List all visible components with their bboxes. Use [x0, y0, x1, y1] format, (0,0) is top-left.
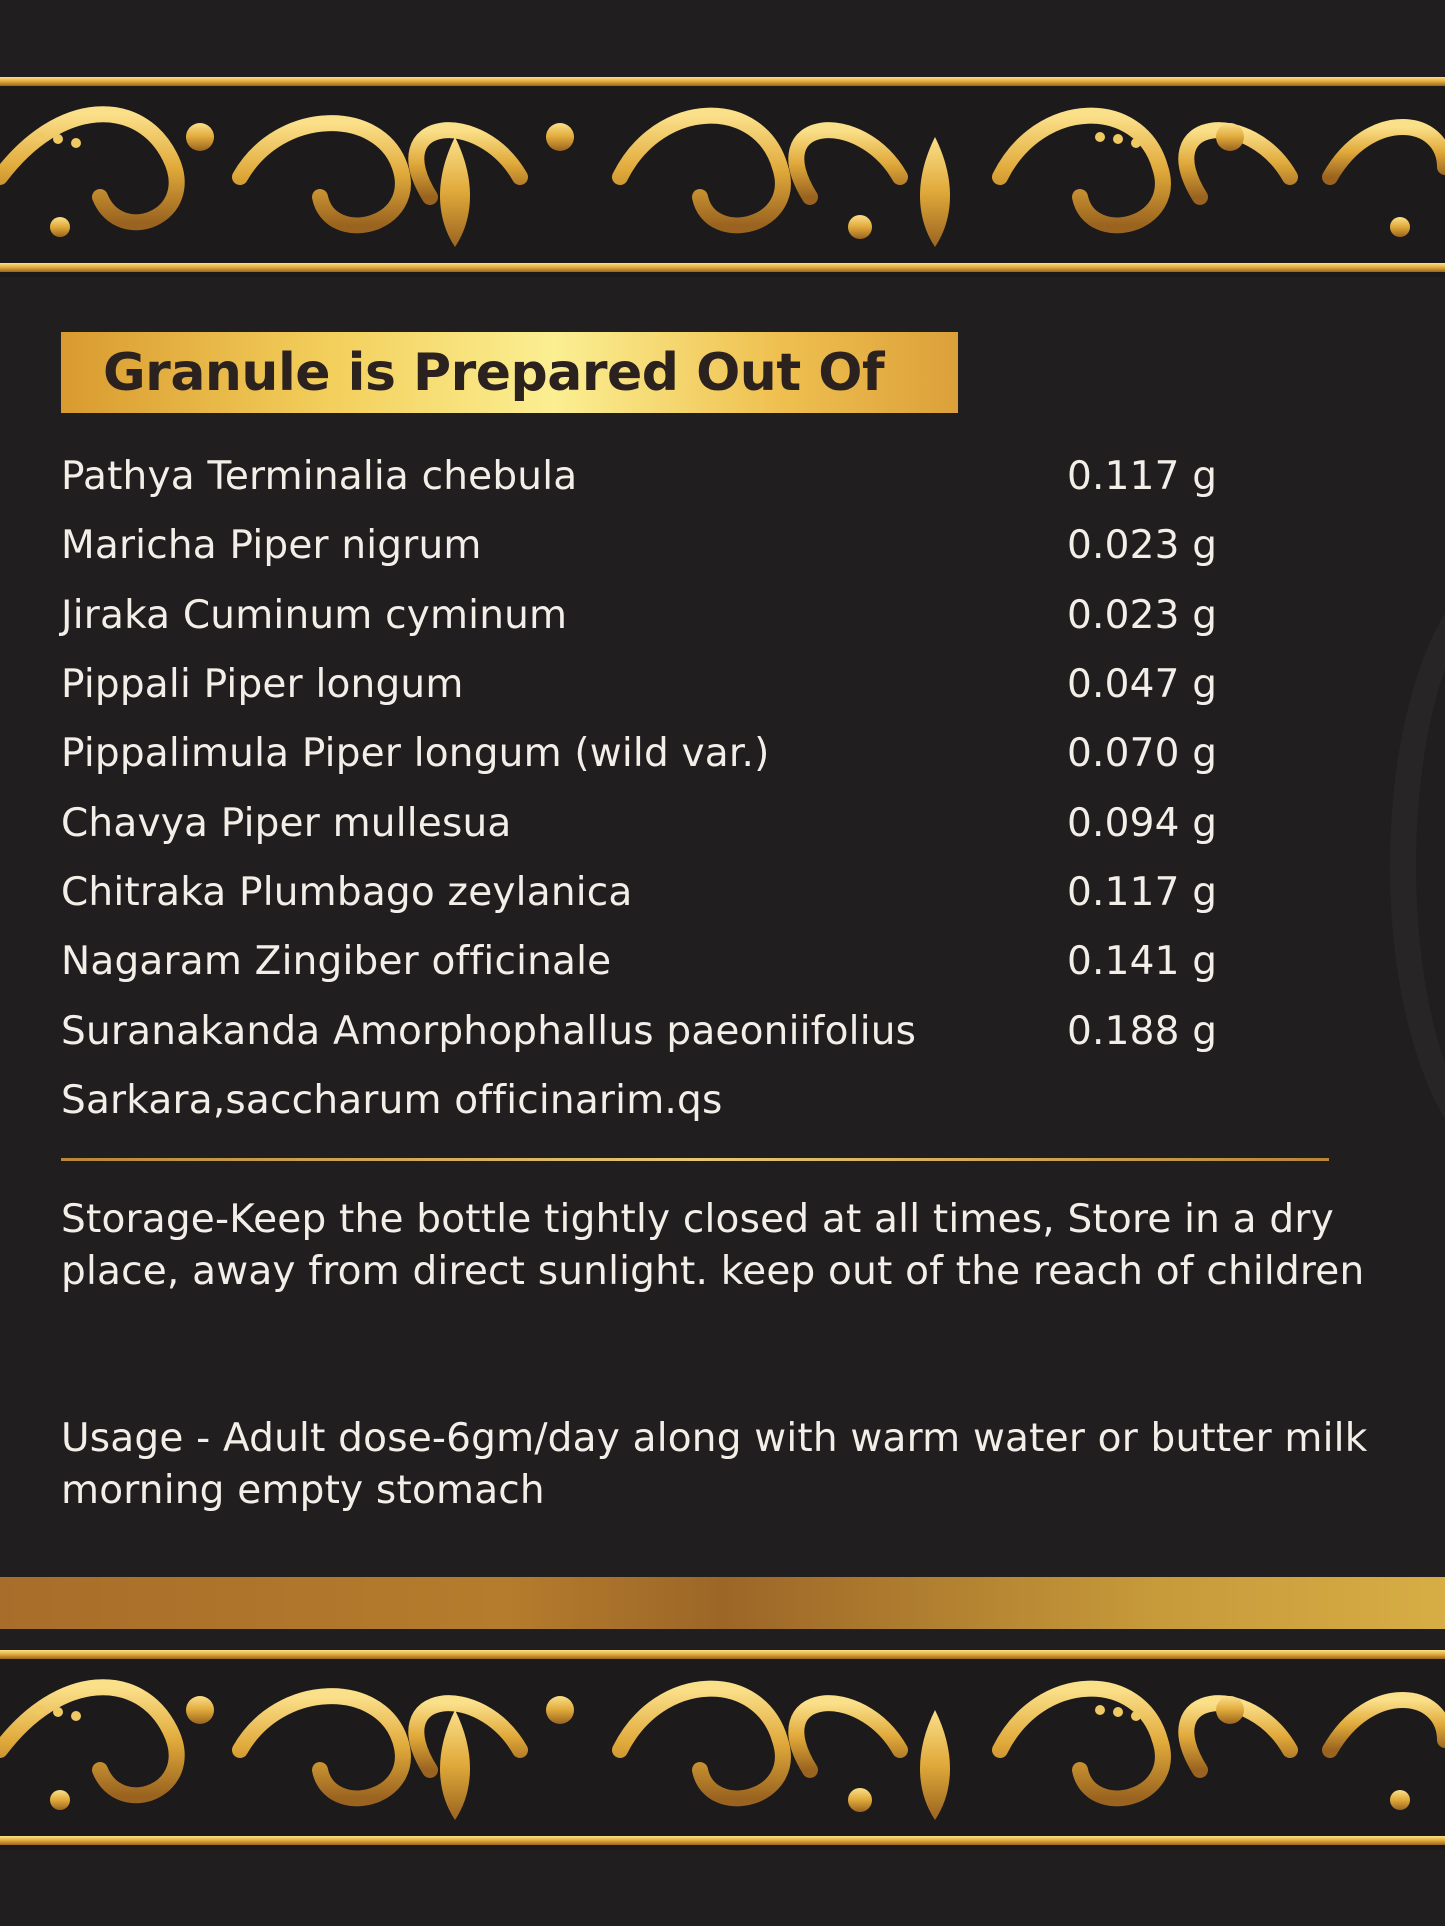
gold-strip — [0, 1577, 1445, 1629]
ingredient-row — [61, 511, 1261, 580]
ingredient-row — [61, 788, 1261, 857]
ingredients-title-banner — [61, 332, 958, 413]
ingredient-row — [61, 996, 1261, 1065]
ingredient-quantity: 0.094 g — [1067, 800, 1218, 846]
ingredient-quantity: 0.047 g — [1067, 662, 1218, 708]
ingredients-list — [61, 442, 1261, 1135]
watermark-decoration — [1390, 560, 1445, 1172]
ingredient-name: Pippalimula Piper longum (wild var.) — [61, 731, 770, 777]
ingredient-name: Maricha Piper nigrum — [61, 523, 482, 569]
ingredient-quantity: 0.188 g — [1067, 1008, 1218, 1054]
usage-instructions: Usage - Adult dose-6gm/day along with warm water or butter milk morning empty stomach — [61, 1416, 1368, 1513]
ingredient-row — [61, 719, 1261, 788]
ingredient-quantity: 0.141 g — [1067, 939, 1218, 985]
ingredient-row — [61, 858, 1261, 927]
ingredient-name: Sarkara,saccharum officinarim.qs — [61, 1077, 723, 1123]
ingredient-row — [61, 650, 1261, 719]
ingredient-quantity: 0.070 g — [1067, 731, 1218, 777]
ingredient-name: Pathya Terminalia chebula — [61, 454, 578, 500]
top-ornament-border — [0, 77, 1445, 277]
ingredients-title: Granule is Prepared Out Of — [103, 342, 885, 403]
ingredient-name: Pippali Piper longum — [61, 662, 464, 708]
ingredient-row — [61, 581, 1261, 650]
floral-ornament-icon — [0, 1650, 1445, 1850]
floral-ornament-icon — [0, 77, 1445, 277]
ingredient-quantity: 0.117 g — [1067, 454, 1218, 500]
ingredient-row — [61, 442, 1261, 511]
ingredient-row — [61, 927, 1261, 996]
ingredient-name: Suranakanda Amorphophallus paeoniifolius — [61, 1008, 917, 1054]
ingredient-quantity: 0.117 g — [1067, 869, 1218, 915]
storage-instructions: Storage-Keep the bottle tightly closed at all times, Store in a dry place, away from direct sunlight. keep out of the reach of children — [61, 1197, 1365, 1294]
ingredient-row — [61, 1066, 1261, 1135]
ingredient-quantity: 0.023 g — [1067, 592, 1218, 638]
ingredient-name: Jiraka Cuminum cyminum — [61, 592, 568, 638]
ingredient-quantity: 0.023 g — [1067, 523, 1218, 569]
bottom-ornament-border — [0, 1650, 1445, 1850]
ingredient-name: Chitraka Plumbago zeylanica — [61, 869, 633, 915]
ingredient-name: Nagaram Zingiber officinale — [61, 939, 612, 985]
section-divider — [61, 1158, 1329, 1161]
ingredient-name: Chavya Piper mullesua — [61, 800, 512, 846]
